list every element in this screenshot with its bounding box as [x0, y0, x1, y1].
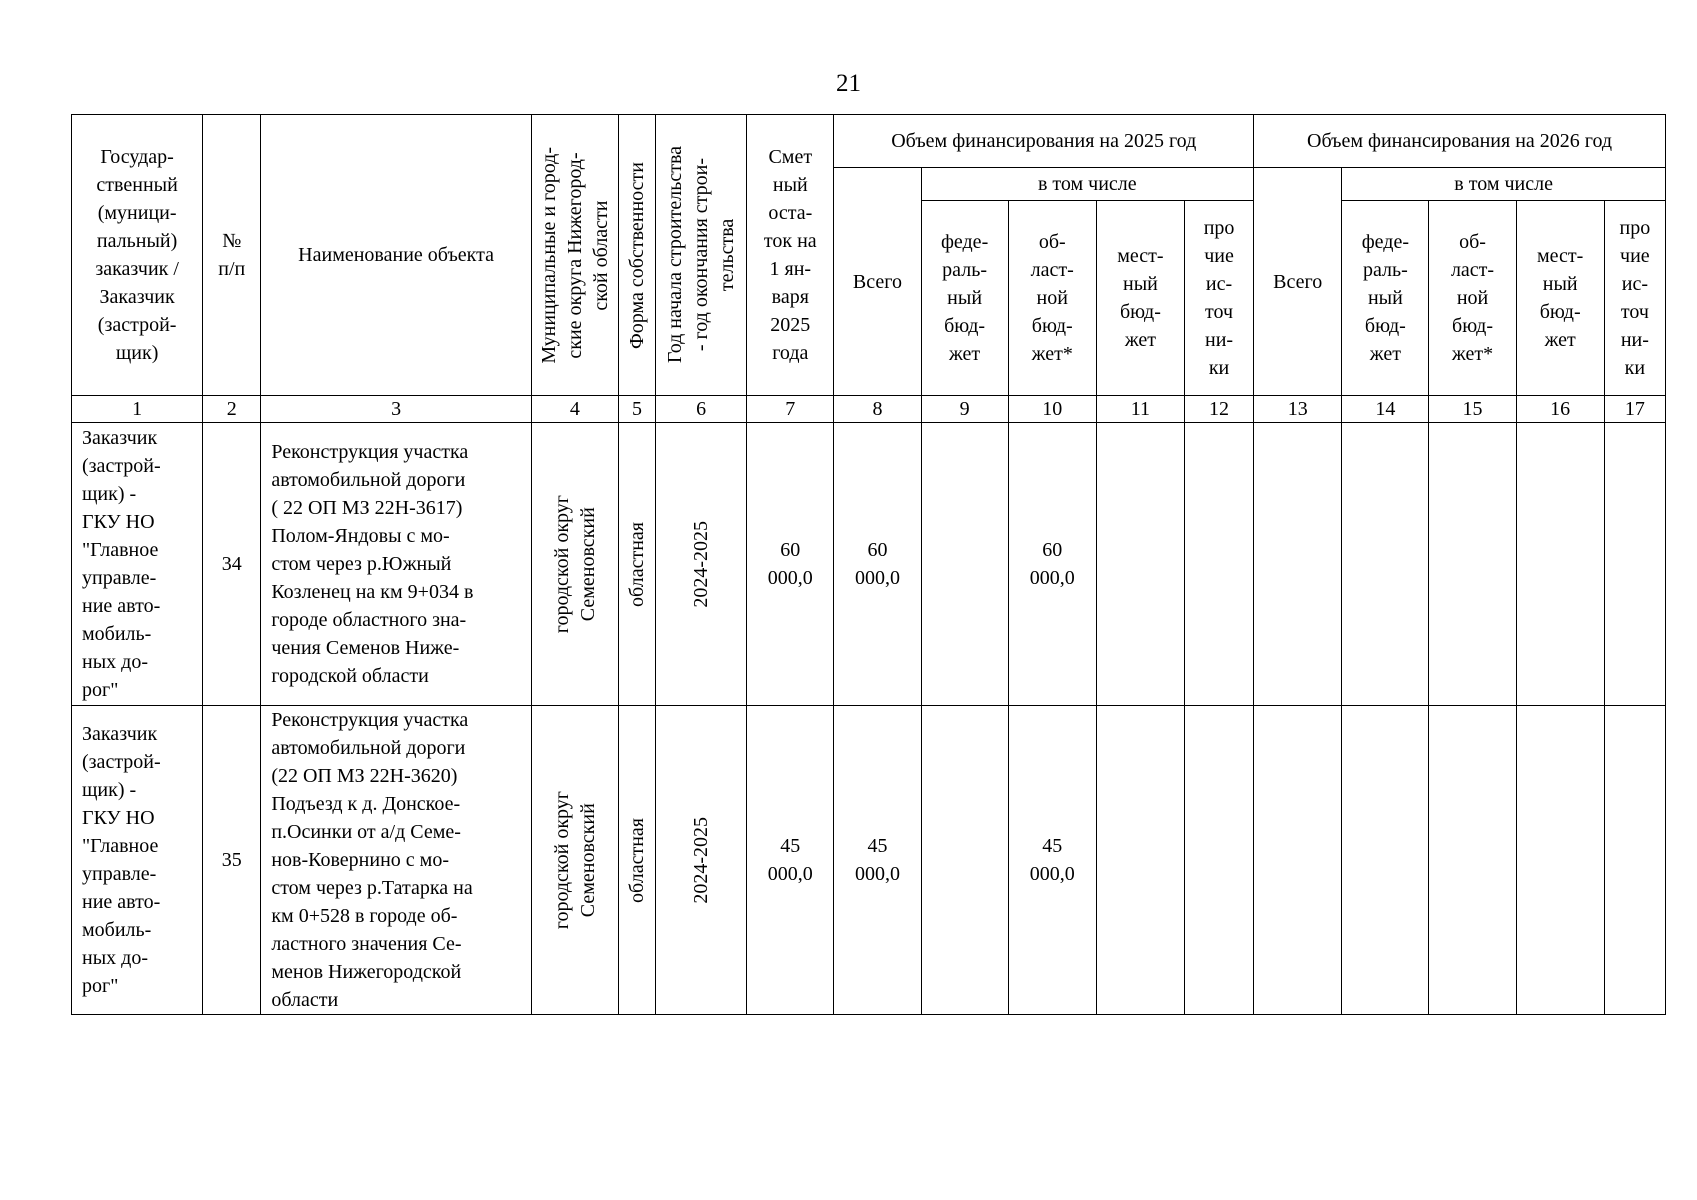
row-years: 2024-2025: [656, 423, 747, 706]
row-federal-2026: [1342, 423, 1429, 706]
header-num: № п/п: [203, 115, 261, 396]
column-number: 17: [1604, 396, 1665, 423]
header-customer: Государ- ственный (муници- пальный) заказчик / Заказчик (застрой- щик): [72, 115, 203, 396]
column-number: 3: [261, 396, 532, 423]
row-customer: Заказчик (застрой- щик) - ГКУ НО "Главное управле- ние авто- мобиль- ных до- рог": [72, 423, 203, 706]
row-total-2026: [1254, 423, 1342, 706]
column-number-row: [72, 396, 1666, 423]
header-other-2026: про чие ис- точ ни- ки: [1604, 201, 1665, 396]
column-number: 15: [1429, 396, 1516, 423]
row-customer: Заказчик (застрой- щик) - ГКУ НО "Главное управле- ние авто- мобиль- ных до- рог": [72, 706, 203, 1015]
row-ownership: областная: [618, 423, 655, 706]
column-number: 12: [1184, 396, 1253, 423]
row-total-2025: 60 000,0: [834, 423, 921, 706]
row-federal-2026: [1342, 706, 1429, 1015]
row-years: 2024-2025: [656, 706, 747, 1015]
row-other-2026: [1604, 706, 1665, 1015]
row-ownership: областная: [618, 706, 655, 1015]
column-number: 7: [747, 396, 834, 423]
column-number: 4: [531, 396, 618, 423]
header-total-2026: Всего: [1254, 168, 1342, 396]
row-object-name: Реконструкция участка автомобильной дороги (22 ОП МЗ 22Н-3620) Подъезд к д. Донское- п.Осинки от а/д Семе- нов-Ковернино с мо- стом через р.Татарка на км 0+528 в городе об- ластного значения Се- менов Нижегородской области: [261, 706, 532, 1015]
row-local-2026: [1516, 423, 1604, 706]
row-municipality: городской округ Семеновский: [531, 423, 618, 706]
header-municipality: Муниципальные и город- ские округа Нижегород- ской области: [531, 115, 618, 396]
column-number: 2: [203, 396, 261, 423]
column-number: 10: [1008, 396, 1096, 423]
column-number: 6: [656, 396, 747, 423]
row-object-name: Реконструкция участка автомобильной дороги ( 22 ОП МЗ 22Н-3617) Полом-Яндовы с мо- стом через р.Южный Козленец на км 9+034 в городе областного зна- чения Семенов Ниже- городской области: [261, 423, 532, 706]
header-other-2025: про чие ис- точ ни- ки: [1184, 201, 1253, 396]
header-total-2025: Всего: [834, 168, 921, 396]
row-federal-2025: [921, 423, 1008, 706]
row-other-2025: [1184, 706, 1253, 1015]
header-ownership: Форма собственности: [618, 115, 655, 396]
column-number: 9: [921, 396, 1008, 423]
column-number: 16: [1516, 396, 1604, 423]
header-federal-2026: феде- раль- ный бюд- жет: [1342, 201, 1429, 396]
column-number: 8: [834, 396, 921, 423]
row-other-2026: [1604, 423, 1665, 706]
row-municipality: городской округ Семеновский: [531, 706, 618, 1015]
row-num: 34: [203, 423, 261, 706]
header-years: Год начала строительства - год окончания строи- тельства: [656, 115, 747, 396]
row-local-2025: [1096, 706, 1184, 1015]
table-row: [72, 423, 1666, 706]
column-number: 14: [1342, 396, 1429, 423]
header-object-name: Наименование объекта: [261, 115, 532, 396]
header-local-2025: мест- ный бюд- жет: [1096, 201, 1184, 396]
row-regional-2026: [1429, 423, 1516, 706]
row-num: 35: [203, 706, 261, 1015]
header-including-2026: в том числе: [1342, 168, 1666, 201]
header-regional-2026: об- ласт- ной бюд- жет*: [1429, 201, 1516, 396]
financing-table: [71, 114, 1666, 1015]
column-number: 11: [1096, 396, 1184, 423]
column-number: 13: [1254, 396, 1342, 423]
row-other-2025: [1184, 423, 1253, 706]
header-including-2025: в том числе: [921, 168, 1254, 201]
header-financing-2026: Объем финансирования на 2026 год: [1254, 115, 1666, 168]
column-number: 5: [618, 396, 655, 423]
table-row: [72, 706, 1666, 1015]
header-federal-2025: феде- раль- ный бюд- жет: [921, 201, 1008, 396]
row-total-2025: 45 000,0: [834, 706, 921, 1015]
row-total-2026: [1254, 706, 1342, 1015]
row-local-2026: [1516, 706, 1604, 1015]
header-regional-2025: об- ласт- ной бюд- жет*: [1008, 201, 1096, 396]
row-estimate: 45 000,0: [747, 706, 834, 1015]
row-regional-2025: 60 000,0: [1008, 423, 1096, 706]
row-regional-2025: 45 000,0: [1008, 706, 1096, 1015]
row-federal-2025: [921, 706, 1008, 1015]
header-local-2026: мест- ный бюд- жет: [1516, 201, 1604, 396]
row-regional-2026: [1429, 706, 1516, 1015]
header-financing-2025: Объем финансирования на 2025 год: [834, 115, 1254, 168]
page-number: 21: [836, 70, 861, 97]
row-estimate: 60 000,0: [747, 423, 834, 706]
header-estimate: Смет ный оста- ток на 1 ян- варя 2025 года: [747, 115, 834, 396]
column-number: 1: [72, 396, 203, 423]
row-local-2025: [1096, 423, 1184, 706]
